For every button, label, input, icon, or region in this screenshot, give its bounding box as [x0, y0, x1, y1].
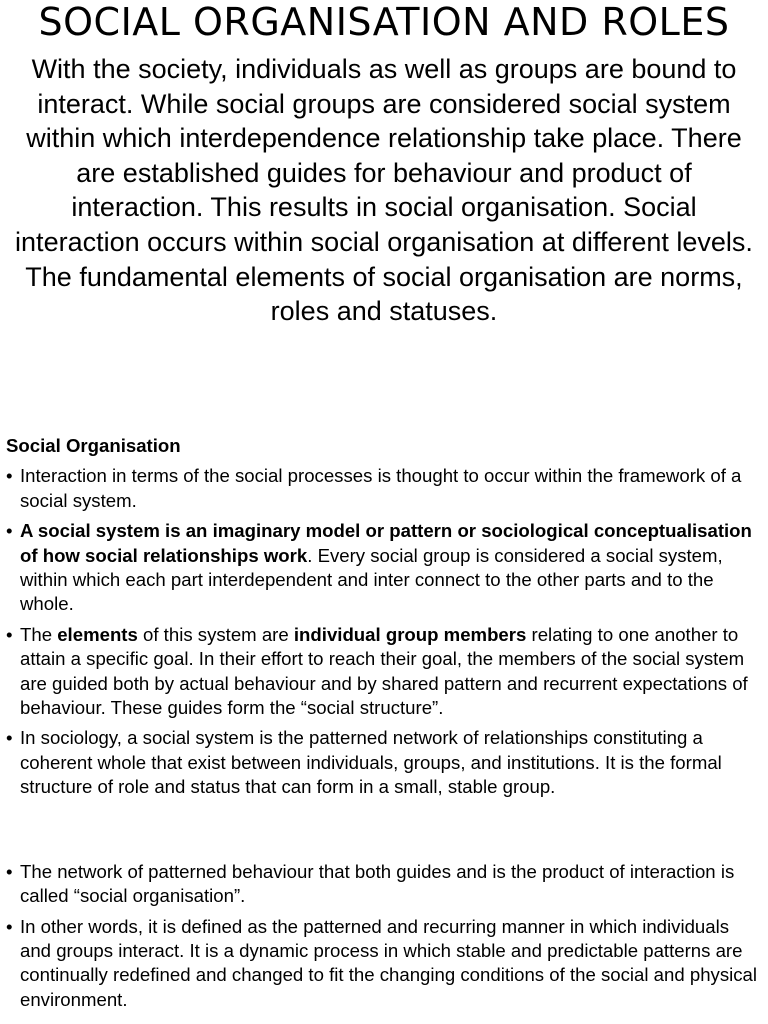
bullet-text: . Every social group is considered a social system, within which each part interdependent and inter connect to the other parts and to the whole. [20, 544, 723, 615]
list-item [6, 464, 764, 513]
bullet-list-1 [6, 464, 764, 799]
bullet-text: In sociology, a social system is the patterned network of relationships constituting a coherent whole that exist between individuals, groups, and institutions. It is the formal structure of role and status that can form in a small, stable group. [20, 727, 722, 798]
bullet-text: of this system are [137, 623, 294, 645]
list-item [6, 519, 764, 617]
bullet-text: Interaction in terms of the social processes is thought to occur within the framework of a social system. [20, 465, 742, 511]
bold-text: A social system is an imaginary model or pattern or sociological conceptualisation of how social relationships work [20, 520, 752, 566]
bold-text: individual group members [293, 623, 527, 645]
bullet-icon: • [6, 860, 13, 882]
bullet-list-2 [6, 860, 764, 1012]
bullet-icon: • [6, 465, 13, 487]
bold-text: elements [57, 623, 138, 645]
list-item [6, 623, 764, 721]
intro-paragraph: With the society, individuals as well as groups are bound to interact. While social groups are considered social system within which interdependence relationship take place. There are established guides for behaviour and product of interaction. This results in social organisation. Social interaction occurs within social organisation at different levels. The fundamental elements of social organisation are norms, roles and statuses. [15, 54, 753, 327]
list-item [6, 726, 764, 799]
bullet-text: The [20, 623, 58, 645]
page-title: SOCIAL ORGANISATION AND ROLES [38, 0, 730, 44]
list-item [6, 915, 764, 1013]
section-heading: Social Organisation [6, 435, 181, 456]
bullet-text: In other words, it is defined as the patterned and recurring manner in which individuals and groups interact. It is a dynamic process in which stable and predictable patterns are continually redefined and changed to fit the changing conditions of the social and physical environment. [20, 915, 758, 1010]
bullet-icon: • [6, 623, 13, 645]
list-item [6, 860, 764, 909]
bullet-icon: • [6, 915, 13, 937]
bullet-text: The network of patterned behaviour that both guides and is the product of interaction is called “social organisation”. [20, 860, 735, 907]
social-organisation-section [6, 434, 764, 1018]
bullet-icon: • [6, 727, 13, 749]
bullet-text: relating to one another to attain a specific goal. In their effort to reach their goal, the members of the social system are guided both by actual behaviour and by shared pattern and recurrent expectations of behaviour. These guides form the “social structure”. [20, 623, 748, 719]
bullet-icon: • [6, 520, 13, 542]
